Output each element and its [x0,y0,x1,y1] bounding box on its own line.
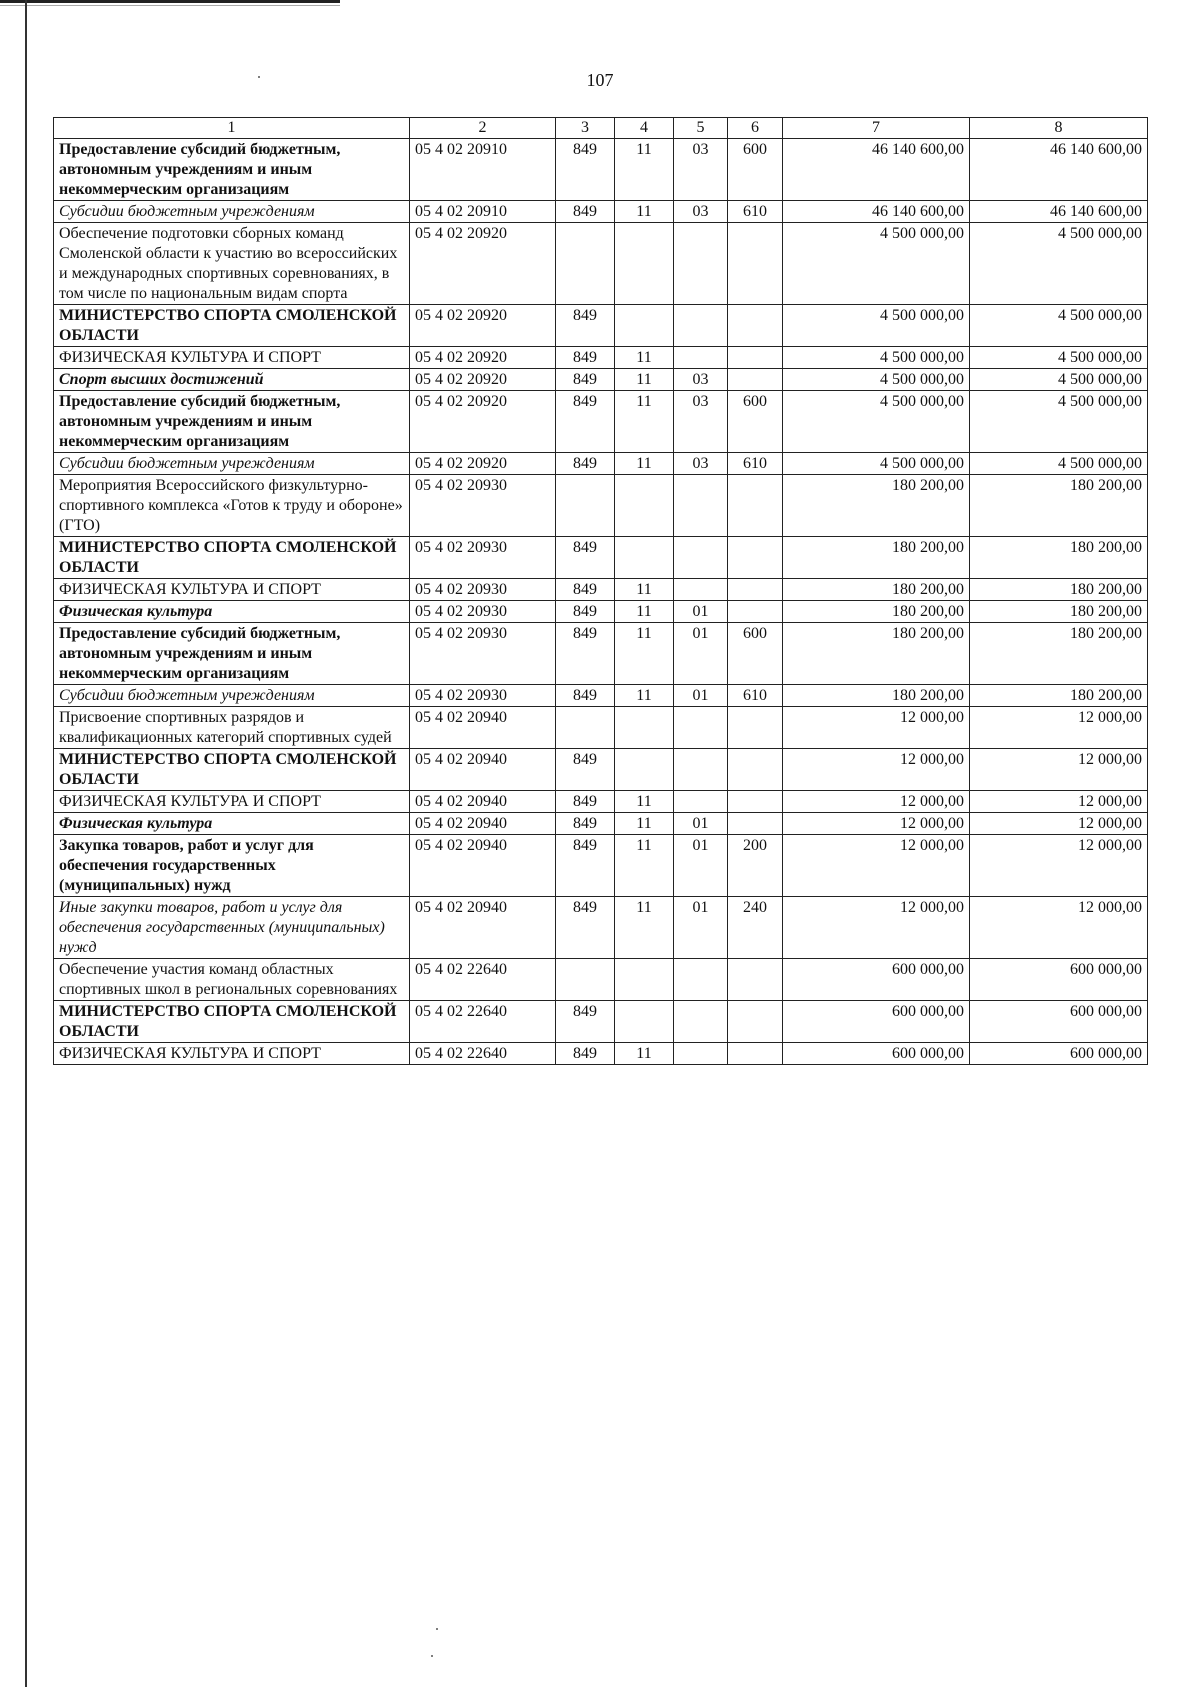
row-amount-approved: 4 500 000,00 [783,369,970,391]
row-subsection-code [674,791,728,813]
row-name: Предоставление субсидий бюджетным, автономным учреждениям и иным некоммерческим организациям [54,391,410,453]
row-name: ФИЗИЧЕСКАЯ КУЛЬТУРА И СПОРТ [54,1043,410,1065]
row-section-code [615,959,674,1001]
row-target-code: 05 4 02 22640 [410,1043,556,1065]
row-name: МИНИСТЕРСТВО СПОРТА СМОЛЕНСКОЙ ОБЛАСТИ [54,305,410,347]
row-ministry-code: 849 [556,601,615,623]
row-target-code: 05 4 02 20910 [410,139,556,201]
row-expense-type: 240 [728,897,783,959]
row-amount-approved: 46 140 600,00 [783,201,970,223]
table-row [54,475,1148,537]
column-header: 8 [970,118,1148,139]
row-amount-total: 4 500 000,00 [970,369,1148,391]
row-target-code: 05 4 02 20930 [410,475,556,537]
row-name: ФИЗИЧЕСКАЯ КУЛЬТУРА И СПОРТ [54,347,410,369]
row-amount-total: 12 000,00 [970,749,1148,791]
table-row [54,453,1148,475]
row-expense-type: 610 [728,453,783,475]
row-ministry-code: 849 [556,453,615,475]
column-header: 5 [674,118,728,139]
row-section-code: 11 [615,813,674,835]
row-ministry-code: 849 [556,305,615,347]
row-subsection-code [674,959,728,1001]
row-subsection-code: 01 [674,813,728,835]
row-expense-type: 600 [728,139,783,201]
row-target-code: 05 4 02 20940 [410,835,556,897]
row-amount-total: 180 200,00 [970,475,1148,537]
table-row [54,391,1148,453]
row-amount-approved: 600 000,00 [783,1001,970,1043]
row-amount-total: 600 000,00 [970,1043,1148,1065]
row-subsection-code: 01 [674,601,728,623]
row-expense-type [728,305,783,347]
row-expense-type [728,813,783,835]
row-target-code: 05 4 02 20940 [410,707,556,749]
row-ministry-code: 849 [556,579,615,601]
row-subsection-code [674,1043,728,1065]
row-section-code: 11 [615,601,674,623]
scan-artifact-top [0,0,340,3]
row-name: Субсидии бюджетным учреждениям [54,685,410,707]
table-row [54,139,1148,201]
row-subsection-code [674,749,728,791]
row-subsection-code [674,223,728,305]
row-name: Закупка товаров, работ и услуг для обеспечения государственных (муниципальных) нужд [54,835,410,897]
row-target-code: 05 4 02 22640 [410,1001,556,1043]
row-name: Предоставление субсидий бюджетным, автономным учреждениям и иным некоммерческим организациям [54,139,410,201]
row-section-code: 11 [615,391,674,453]
table-row [54,223,1148,305]
row-amount-approved: 600 000,00 [783,959,970,1001]
row-name: Мероприятия Всероссийского физкультурно-спортивного комплекса «Готов к труду и обороне» (ГТО) [54,475,410,537]
row-ministry-code: 849 [556,391,615,453]
row-amount-approved: 180 200,00 [783,623,970,685]
row-section-code [615,223,674,305]
row-name: ФИЗИЧЕСКАЯ КУЛЬТУРА И СПОРТ [54,579,410,601]
row-section-code: 11 [615,623,674,685]
row-expense-type: 610 [728,201,783,223]
row-expense-type: 600 [728,623,783,685]
row-name: МИНИСТЕРСТВО СПОРТА СМОЛЕНСКОЙ ОБЛАСТИ [54,749,410,791]
row-expense-type: 610 [728,685,783,707]
row-target-code: 05 4 02 20940 [410,749,556,791]
row-name: МИНИСТЕРСТВО СПОРТА СМОЛЕНСКОЙ ОБЛАСТИ [54,537,410,579]
row-section-code: 11 [615,579,674,601]
row-amount-total: 180 200,00 [970,537,1148,579]
row-target-code: 05 4 02 20920 [410,391,556,453]
row-amount-approved: 180 200,00 [783,475,970,537]
row-target-code: 05 4 02 20910 [410,201,556,223]
row-expense-type [728,1001,783,1043]
row-amount-approved: 12 000,00 [783,813,970,835]
row-ministry-code [556,223,615,305]
row-ministry-code [556,959,615,1001]
row-amount-total: 4 500 000,00 [970,391,1148,453]
row-ministry-code: 849 [556,369,615,391]
row-amount-approved: 180 200,00 [783,537,970,579]
row-subsection-code: 03 [674,369,728,391]
row-amount-approved: 46 140 600,00 [783,139,970,201]
row-target-code: 05 4 02 20940 [410,791,556,813]
scan-artifact-left [25,0,27,1687]
table-row [54,959,1148,1001]
row-amount-approved: 4 500 000,00 [783,223,970,305]
row-amount-total: 4 500 000,00 [970,453,1148,475]
row-ministry-code: 849 [556,201,615,223]
row-amount-total: 4 500 000,00 [970,223,1148,305]
row-expense-type [728,537,783,579]
row-section-code: 11 [615,835,674,897]
table-row [54,623,1148,685]
row-expense-type [728,369,783,391]
table-row [54,601,1148,623]
page-number: 107 [586,70,614,90]
row-subsection-code [674,537,728,579]
table-row [54,685,1148,707]
row-subsection-code: 01 [674,623,728,685]
row-section-code [615,749,674,791]
row-section-code [615,537,674,579]
row-expense-type [728,347,783,369]
row-section-code [615,475,674,537]
row-section-code: 11 [615,369,674,391]
row-ministry-code: 849 [556,537,615,579]
row-target-code: 05 4 02 20930 [410,537,556,579]
row-expense-type [728,601,783,623]
table-row [54,579,1148,601]
row-ministry-code: 849 [556,835,615,897]
row-target-code: 05 4 02 20920 [410,347,556,369]
row-subsection-code [674,1001,728,1043]
row-amount-approved: 12 000,00 [783,835,970,897]
row-amount-total: 600 000,00 [970,1001,1148,1043]
row-amount-total: 12 000,00 [970,707,1148,749]
row-name: Субсидии бюджетным учреждениям [54,453,410,475]
row-amount-approved: 4 500 000,00 [783,453,970,475]
row-subsection-code [674,579,728,601]
row-target-code: 05 4 02 20940 [410,813,556,835]
row-name: МИНИСТЕРСТВО СПОРТА СМОЛЕНСКОЙ ОБЛАСТИ [54,1001,410,1043]
row-amount-approved: 4 500 000,00 [783,305,970,347]
table-row [54,347,1148,369]
row-amount-total: 180 200,00 [970,685,1148,707]
row-name: ФИЗИЧЕСКАЯ КУЛЬТУРА И СПОРТ [54,791,410,813]
table-row [54,201,1148,223]
row-target-code: 05 4 02 20920 [410,305,556,347]
budget-table [53,117,1148,1065]
row-subsection-code: 01 [674,685,728,707]
row-subsection-code: 03 [674,453,728,475]
row-section-code [615,305,674,347]
row-target-code: 05 4 02 20930 [410,579,556,601]
row-amount-total: 12 000,00 [970,813,1148,835]
row-ministry-code: 849 [556,897,615,959]
row-ministry-code: 849 [556,139,615,201]
row-subsection-code [674,347,728,369]
row-subsection-code: 03 [674,139,728,201]
row-target-code: 05 4 02 20930 [410,623,556,685]
row-amount-total: 46 140 600,00 [970,201,1148,223]
row-name: Обеспечение участия команд областных спортивных школ в региональных соревнованиях [54,959,410,1001]
row-amount-total: 12 000,00 [970,791,1148,813]
row-amount-total: 12 000,00 [970,835,1148,897]
row-amount-approved: 12 000,00 [783,707,970,749]
row-amount-approved: 4 500 000,00 [783,391,970,453]
row-name: Присвоение спортивных разрядов и квалификационных категорий спортивных судей [54,707,410,749]
row-section-code: 11 [615,201,674,223]
row-amount-approved: 180 200,00 [783,601,970,623]
row-name: Физическая культура [54,601,410,623]
row-subsection-code: 03 [674,201,728,223]
row-name: Иные закупки товаров, работ и услуг для обеспечения государственных (муниципальных) нужд [54,897,410,959]
row-ministry-code [556,475,615,537]
table-row [54,749,1148,791]
scan-speck [436,1628,438,1630]
row-target-code: 05 4 02 20920 [410,453,556,475]
row-ministry-code: 849 [556,749,615,791]
row-subsection-code [674,475,728,537]
row-expense-type: 600 [728,391,783,453]
table-header-row [54,118,1148,139]
row-expense-type [728,707,783,749]
row-section-code [615,1001,674,1043]
row-target-code: 05 4 02 20940 [410,897,556,959]
column-header: 4 [615,118,674,139]
column-header: 2 [410,118,556,139]
row-amount-approved: 600 000,00 [783,1043,970,1065]
row-amount-total: 600 000,00 [970,959,1148,1001]
row-section-code: 11 [615,791,674,813]
row-amount-approved: 12 000,00 [783,897,970,959]
row-amount-total: 180 200,00 [970,579,1148,601]
row-expense-type [728,959,783,1001]
row-expense-type [728,223,783,305]
row-expense-type [728,749,783,791]
row-ministry-code: 849 [556,813,615,835]
row-ministry-code [556,707,615,749]
table-row [54,835,1148,897]
table-row [54,305,1148,347]
row-section-code: 11 [615,1043,674,1065]
row-target-code: 05 4 02 20920 [410,223,556,305]
row-ministry-code: 849 [556,791,615,813]
row-amount-total: 180 200,00 [970,623,1148,685]
row-section-code: 11 [615,453,674,475]
table-row [54,537,1148,579]
table-row [54,707,1148,749]
row-amount-approved: 4 500 000,00 [783,347,970,369]
row-expense-type [728,579,783,601]
column-header: 1 [54,118,410,139]
table-row [54,1001,1148,1043]
table-row [54,369,1148,391]
row-name: Физическая культура [54,813,410,835]
row-section-code: 11 [615,897,674,959]
row-subsection-code [674,305,728,347]
row-target-code: 05 4 02 20920 [410,369,556,391]
row-amount-total: 46 140 600,00 [970,139,1148,201]
row-amount-total: 12 000,00 [970,897,1148,959]
row-name: Спорт высших достижений [54,369,410,391]
row-amount-total: 4 500 000,00 [970,347,1148,369]
table-row [54,897,1148,959]
column-header: 3 [556,118,615,139]
row-ministry-code: 849 [556,347,615,369]
row-section-code: 11 [615,685,674,707]
row-subsection-code: 01 [674,835,728,897]
row-expense-type [728,1043,783,1065]
row-subsection-code: 03 [674,391,728,453]
column-header: 7 [783,118,970,139]
row-amount-approved: 180 200,00 [783,685,970,707]
row-ministry-code: 849 [556,623,615,685]
row-expense-type [728,791,783,813]
row-target-code: 05 4 02 20930 [410,685,556,707]
row-expense-type: 200 [728,835,783,897]
row-name: Обеспечение подготовки сборных команд Смоленской области к участию во всероссийских и международных спортивных соревнованиях, в том числе по национальным видам спорта [54,223,410,305]
row-amount-total: 180 200,00 [970,601,1148,623]
row-name: Предоставление субсидий бюджетным, автономным учреждениям и иным некоммерческим организациям [54,623,410,685]
row-ministry-code: 849 [556,1001,615,1043]
row-subsection-code [674,707,728,749]
scan-speck [431,1655,433,1657]
row-amount-approved: 12 000,00 [783,749,970,791]
table-row [54,1043,1148,1065]
table-row [54,791,1148,813]
row-name: Субсидии бюджетным учреждениям [54,201,410,223]
row-section-code [615,707,674,749]
row-amount-approved: 12 000,00 [783,791,970,813]
column-header: 6 [728,118,783,139]
row-amount-total: 4 500 000,00 [970,305,1148,347]
row-amount-approved: 180 200,00 [783,579,970,601]
scan-artifact-top-thin [0,5,340,6]
row-target-code: 05 4 02 20930 [410,601,556,623]
row-ministry-code: 849 [556,685,615,707]
row-section-code: 11 [615,139,674,201]
row-ministry-code: 849 [556,1043,615,1065]
row-subsection-code: 01 [674,897,728,959]
row-target-code: 05 4 02 22640 [410,959,556,1001]
row-expense-type [728,475,783,537]
table-row [54,813,1148,835]
row-section-code: 11 [615,347,674,369]
